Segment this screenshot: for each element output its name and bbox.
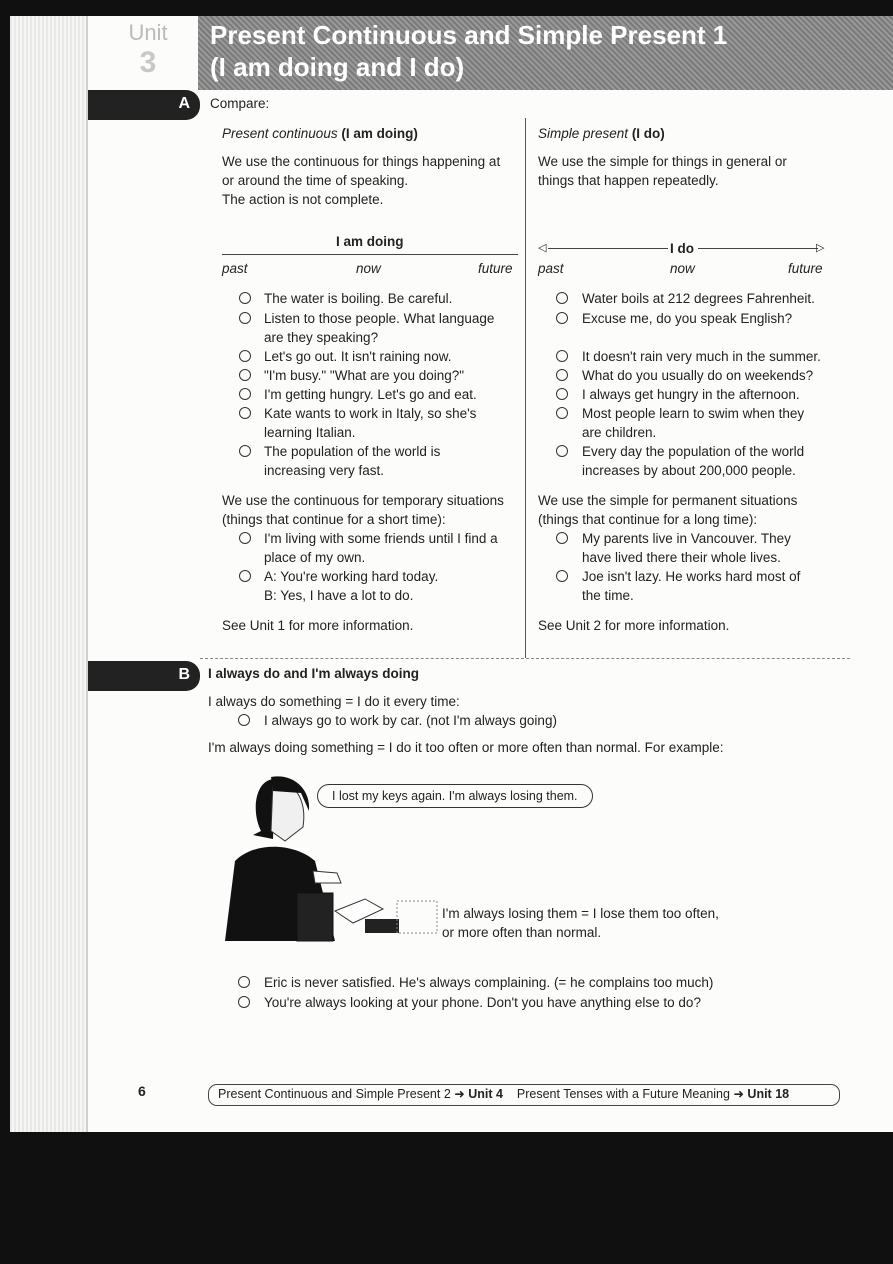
section-b-example-1: I always go to work by car. (not I'm always going) xyxy=(264,713,557,728)
unit-number: 3 xyxy=(139,46,157,79)
left-timeline xyxy=(222,254,518,255)
right-example-1: Water boils at 212 degrees Fahrenheit. xyxy=(582,291,815,306)
textbook-page xyxy=(10,16,893,1132)
left-example-2: Listen to those people. What language xyxy=(264,311,495,326)
bullet-icon xyxy=(239,292,251,304)
table-edge xyxy=(397,901,437,933)
right-now: now xyxy=(670,261,695,276)
right-perm-example-2b: the time. xyxy=(582,588,634,603)
page-number: 6 xyxy=(138,1083,146,1099)
right-example-2: Excuse me, do you speak English? xyxy=(582,311,793,326)
left-see-also: See Unit 1 for more information. xyxy=(222,618,414,633)
bullet-icon xyxy=(556,350,568,362)
right-example-7b: increases by about 200,000 people. xyxy=(582,463,796,478)
section-b-example-2: Eric is never satisfied. He's always complaining. (= he complains too much) xyxy=(264,975,714,990)
left-intro-2: or around the time of speaking. xyxy=(222,173,409,188)
footer-ref-2-unit: Unit 18 xyxy=(747,1087,790,1101)
timeline-arrow-left-icon: ◁ xyxy=(538,242,547,254)
left-temp-intro-2: (things that continue for a short time): xyxy=(222,512,446,527)
left-example-4: "I'm busy." "What are you doing?" xyxy=(264,368,465,383)
bullet-icon xyxy=(239,570,251,582)
bullet-icon xyxy=(556,312,568,324)
bullet-icon xyxy=(556,445,568,457)
unit-tab xyxy=(120,20,176,100)
left-temp-example-2: A: You're working hard today. xyxy=(264,569,439,584)
illustration-caption-2: or more often than normal. xyxy=(442,925,602,940)
bullet-icon xyxy=(238,996,250,1008)
bullet-icon xyxy=(239,407,251,419)
hand-shape xyxy=(313,871,341,883)
section-divider xyxy=(200,658,850,659)
bullet-icon xyxy=(239,312,251,324)
section-b-line-2: I'm always doing something = I do it too often or more often than normal. For example: xyxy=(208,740,724,755)
right-example-3: It doesn't rain very much in the summer. xyxy=(582,349,821,364)
left-example-1: The water is boiling. Be careful. xyxy=(264,291,453,306)
page-gutter xyxy=(10,16,88,1132)
page-header xyxy=(198,16,893,90)
left-example-3: Let's go out. It isn't raining now. xyxy=(264,349,452,364)
section-b-heading: I always do and I'm always doing xyxy=(208,666,420,681)
footer-ref-1-unit: Unit 4 xyxy=(468,1087,503,1101)
right-example-5: I always get hungry in the afternoon. xyxy=(582,387,800,402)
illustration-caption-1: I'm always losing them = I lose them too often, xyxy=(442,906,719,921)
left-example-7b: increasing very fast. xyxy=(264,463,385,478)
left-temp-example-1: I'm living with some friends until I find a xyxy=(264,531,498,546)
left-example-6b: learning Italian. xyxy=(264,425,356,440)
bullet-icon xyxy=(239,532,251,544)
bullet-icon xyxy=(239,350,251,362)
bullet-icon xyxy=(556,570,568,582)
left-timeline-label: I am doing xyxy=(336,234,404,249)
section-b-line-1: I always do something = I do it every time: xyxy=(208,694,460,709)
right-timeline-label: I do xyxy=(670,241,694,256)
left-past: past xyxy=(222,261,248,276)
right-timeline-right xyxy=(698,248,818,249)
left-temp-example-2b: B: Yes, I have a lot to do. xyxy=(264,588,414,603)
left-heading: Present continuous (I am doing) xyxy=(222,126,418,141)
bullet-icon xyxy=(556,532,568,544)
right-perm-intro-1: We use the simple for permanent situations xyxy=(538,493,798,508)
arrow-right-icon: ➜ xyxy=(454,1087,465,1101)
bullet-icon xyxy=(556,369,568,381)
left-now: now xyxy=(356,261,381,276)
bullet-icon xyxy=(556,388,568,400)
section-a-tab: A xyxy=(88,90,200,120)
left-example-7: The population of the world is xyxy=(264,444,441,459)
right-perm-example-2: Joe isn't lazy. He works hard most of xyxy=(582,569,801,584)
right-future: future xyxy=(788,261,823,276)
right-example-4: What do you usually do on weekends? xyxy=(582,368,814,383)
page-title: Present Continuous and Simple Present 1 xyxy=(210,20,728,50)
bullet-icon xyxy=(238,976,250,988)
bag-shape xyxy=(297,893,333,941)
right-see-also: See Unit 2 for more information. xyxy=(538,618,730,633)
speech-bubble-text: I lost my keys again. I'm always losing them. xyxy=(332,789,578,803)
wallet-shape xyxy=(365,919,399,933)
right-perm-example-1b: have lived there their whole lives. xyxy=(582,550,781,565)
left-intro-3: The action is not complete. xyxy=(222,192,384,207)
bullet-icon xyxy=(238,714,250,726)
bullet-icon xyxy=(556,292,568,304)
right-example-7: Every day the population of the world xyxy=(582,444,805,459)
compare-label: Compare: xyxy=(210,96,270,111)
left-example-6: Kate wants to work in Italy, so she's xyxy=(264,406,477,421)
gutter-edge xyxy=(86,16,88,1132)
right-perm-example-1: My parents live in Vancouver. They xyxy=(582,531,791,546)
left-future: future xyxy=(478,261,513,276)
left-intro-1: We use the continuous for things happening at xyxy=(222,154,501,169)
bullet-icon xyxy=(556,407,568,419)
bullet-icon xyxy=(239,369,251,381)
column-divider xyxy=(525,118,526,658)
timeline-arrow-right-icon: ▷ xyxy=(816,242,825,254)
section-b-tab: B xyxy=(88,661,200,691)
section-b-example-3: You're always looking at your phone. Don't you have anything else to do? xyxy=(264,995,701,1010)
footer-reference-text xyxy=(218,1085,789,1104)
footer-ref-1: Present Continuous and Simple Present 2 xyxy=(218,1087,451,1101)
right-intro-1: We use the simple for things in general or xyxy=(538,154,787,169)
right-perm-intro-2: (things that continue for a long time): xyxy=(538,512,758,527)
right-heading: Simple present (I do) xyxy=(538,126,665,141)
right-intro-2: things that happen repeatedly. xyxy=(538,173,719,188)
bullet-icon xyxy=(239,388,251,400)
left-temp-intro-1: We use the continuous for temporary situations xyxy=(222,493,504,508)
right-timeline-left xyxy=(548,248,668,249)
arrow-right-icon: ➜ xyxy=(733,1087,744,1101)
left-example-2b: are they speaking? xyxy=(264,330,379,345)
page-subtitle: (I am doing and I do) xyxy=(210,52,465,82)
unit-label: Unit xyxy=(128,20,168,45)
right-past: past xyxy=(538,261,564,276)
bullet-icon xyxy=(239,445,251,457)
left-example-5: I'm getting hungry. Let's go and eat. xyxy=(264,387,477,402)
left-temp-example-1b: place of my own. xyxy=(264,550,366,565)
right-example-6b: are children. xyxy=(582,425,657,440)
footer-ref-2: Present Tenses with a Future Meaning xyxy=(516,1087,730,1101)
right-example-6: Most people learn to swim when they xyxy=(582,406,805,421)
